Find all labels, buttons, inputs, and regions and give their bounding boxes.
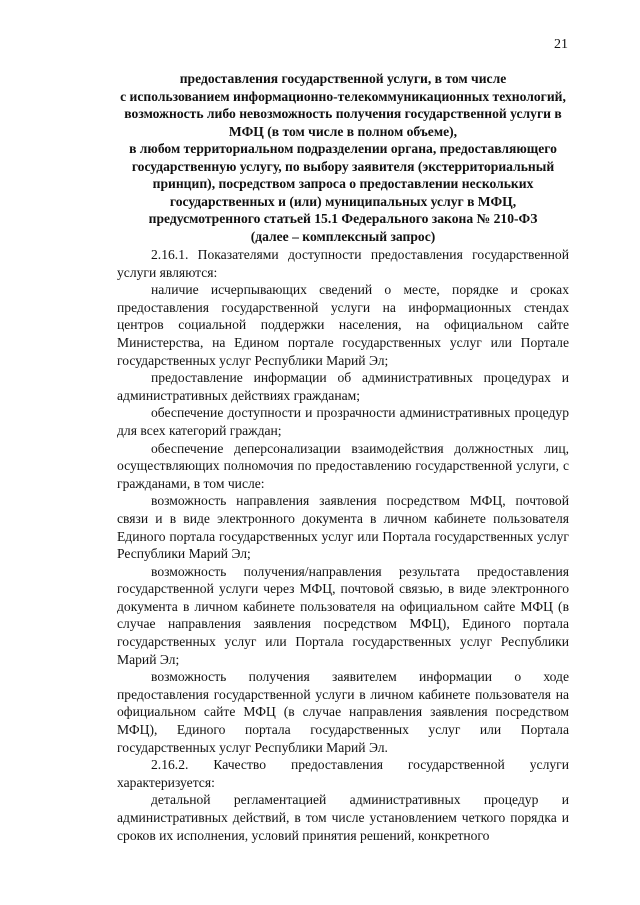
heading-line: принцип), посредством запроса о предоставлении нескольких [152,176,534,191]
heading-line: предусмотренного статьей 15.1 Федерального закона № 210-ФЗ [148,211,538,226]
paragraph-2-16-2: 2.16.2. Качество предоставления государственной услуги характеризуется: [117,757,569,790]
heading-line: государственную услугу, по выбору заявителя (экстерриториальный [131,158,555,174]
document-body [117,70,569,844]
paragraph-regulation: детальной регламентацией административных процедур и административных действий, в том числе установлением четкого порядка и сроков их исполнения, условий принятия решений, конкретного [117,792,569,843]
heading-line: (далее – комплексный запрос) [250,228,436,244]
heading-line: с использованием информационно-телекоммуникационных технологий, [120,88,566,104]
heading-line: государственных и (или) муниципальных услуг в МФЦ, [169,193,517,209]
heading-line: возможность либо невозможность получения государственной услуги в [124,106,562,121]
paragraph-info-procedures: предоставление информации об административных процедурах и административных действиях гражданам; [117,370,569,403]
heading-line: в любом территориальном подразделении органа, предоставляющего [129,141,557,156]
paragraph-2-16-1: 2.16.1. Показателями доступности предоставления государственной услуги являются: [117,247,569,280]
paragraph-result-delivery: возможность получения/направления результата предоставления государственной услуги через МФЦ, почтовой связью, в виде электронного документа в личном кабинете пользователя на официальном сайте МФЦ (в случае направления заявления посредством МФЦ), Единого портала государственных услуг или Портала государственных услуг Республики Марий Эл; [117,563,569,667]
heading-line: МФЦ (в том числе в полном объеме), [228,123,458,139]
paragraph-depersonalization: обеспечение деперсонализации взаимодействия должностных лиц, осуществляющих полномочия по предоставлению государственной услуги, с гражданами, в том числе: [117,440,569,491]
paragraph-progress-info: возможность получения заявителем информации о ходе предоставления государственной услуги в личном кабинете пользователя на официальном сайте МФЦ (в случае направления заявления посредством МФЦ), Единого портала государственных услуг или Портала государственных услуг Республики Марий Эл. [117,669,569,755]
paragraph-transparency: обеспечение доступности и прозрачности административных процедур для всех категорий граждан; [117,405,569,438]
heading-line: предоставления государственной услуги, в том числе [179,71,507,86]
page-number: 21 [554,37,568,52]
section-heading [117,70,569,245]
paragraph-application-submission: возможность направления заявления посредством МФЦ, почтовой связи и в виде электронного документа в личном кабинете пользователя Единого портала государственных услуг или Портала государственных услуг Республики Марий Эл; [117,493,569,562]
paragraph-info-availability: наличие исчерпывающих сведений о месте, порядке и сроках предоставления государственной услуги на информационных стендах центров социальной поддержки населения, на официальном сайте Министерства, на Едином портале государственных услуг или Портале государственных услуг Республики Марий Эл; [117,282,569,368]
